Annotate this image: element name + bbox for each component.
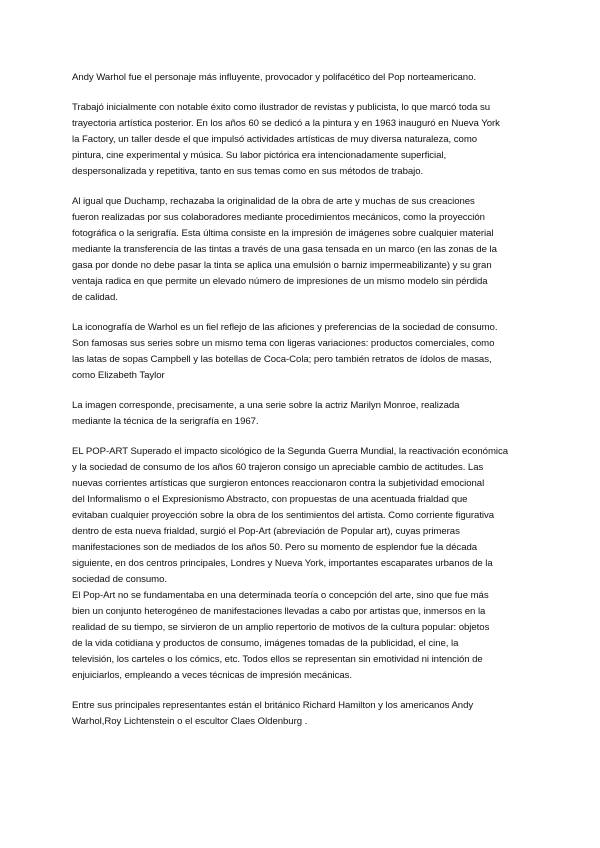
paragraph-pop-art	[72, 444, 542, 588]
paragraph-career	[72, 100, 542, 180]
text-line: bien un conjunto heterogéneo de manifestaciones llevadas a cabo por artistas que, inmersos en la	[72, 606, 486, 617]
text-line: televisión, los carteles o los cómics, etc. Todos ellos se representan sin emotividad ni intención de	[72, 654, 483, 665]
text-line: EL POP-ART Superado el impacto sicológico de la Segunda Guerra Mundial, la reactivación económica	[72, 446, 508, 457]
text-line: sociedad de consumo.	[72, 574, 167, 585]
text-line: del Informalismo o el Expresionismo Abstracto, con propuestas de una acentuada frialdad que	[72, 494, 468, 505]
text-line: gasa por donde no debe pasar la tinta se aplica una emulsión o barniz impermeabilizante) y su gran	[72, 260, 492, 271]
text-line: y la sociedad de consumo de los años 60 trajeron consigo un apreciable cambio de actitudes. Las	[72, 462, 484, 473]
text-line: nuevas corrientes artísticas que surgieron entonces reaccionaron contra la subjetividad emocional	[72, 478, 485, 489]
text-line: mediante la técnica de la serigrafía en 1967.	[72, 416, 259, 427]
text-line: fotográfica o la serigrafía. Esta última consiste en la impresión de imágenes sobre cualquier material	[72, 228, 494, 239]
text-line: mediante la transferencia de las tintas a través de una gasa tensada en un marco (en las zonas de la	[72, 244, 497, 255]
text-line: evitaban cualquier proyección sobre la obra de los sentimientos del artista. Como corriente figurativa	[72, 510, 495, 521]
text-line: El Pop-Art no se fundamentaba en una determinada teoría o concepción del arte, sino que fue más	[72, 590, 489, 601]
text-line: enjuiciarlos, empleando a veces técnicas de impresión mecánicas.	[72, 670, 352, 681]
text-line: Son famosas sus series sobre un mismo tema con ligeras variaciones: productos comerciales, como	[72, 338, 495, 349]
text-line: Andy Warhol fue el personaje más influyente, provocador y polifacético del Pop norteamericano.	[72, 72, 476, 83]
text-line: la Factory, un taller desde el que impulsó actividades artísticas de muy diversa naturaleza, como	[72, 134, 478, 145]
text-line: fueron realizadas por sus colaboradores mediante procedimientos mecánicos, como la proyección	[72, 212, 485, 223]
text-line: Al igual que Duchamp, rechazaba la originalidad de la obra de arte y muchas de sus creaciones	[72, 196, 475, 207]
text-line: La iconografía de Warhol es un fiel reflejo de las aficiones y preferencias de la sociedad de consumo.	[72, 322, 498, 333]
document-page	[72, 70, 542, 730]
text-line: despersonalizada y repetitiva, tanto en sus temas como en sus métodos de trabajo.	[72, 166, 424, 177]
text-line: Warhol,Roy Lichtenstein o el escultor Claes Oldenburg .	[72, 716, 308, 727]
text-line: Entre sus principales representantes están el británico Richard Hamilton y los americanos Andy	[72, 700, 474, 711]
text-line: como Elizabeth Taylor	[72, 370, 165, 381]
text-line: de la vida cotidiana y productos de consumo, imágenes tomadas de la publicidad, el cine, la	[72, 638, 459, 649]
paragraph-intro	[72, 70, 542, 86]
text-line: Trabajó inicialmente con notable éxito como ilustrador de revistas y publicista, lo que marcó toda su	[72, 102, 491, 113]
text-line: las latas de sopas Campbell y las botellas de Coca-Cola; pero también retratos de ídolos de masas,	[72, 354, 492, 365]
text-line: manifestaciones son de mediados de los años 50. Pero su momento de esplendor fue la década	[72, 542, 478, 553]
paragraph-marilyn	[72, 398, 542, 430]
text-line: realidad de su tiempo, se sirvieron de un amplio repertorio de motivos de la cultura popular: objetos	[72, 622, 490, 633]
text-line: trayectoria artística posterior. En los años 60 se dedicó a la pintura y en 1963 inauguró en Nueva York	[72, 118, 500, 129]
text-line: ventaja radica en que permite un elevado número de impresiones de un mismo modelo sin pérdida	[72, 276, 488, 287]
text-line: de calidad.	[72, 292, 118, 303]
text-line: siguiente, en dos centros principales, Londres y Nueva York, importantes escaparates urbanos de la	[72, 558, 493, 569]
paragraph-iconography	[72, 320, 542, 384]
text-line: pintura, cine experimental y música. Su labor pictórica era intencionadamente superficial,	[72, 150, 447, 161]
text-line: La imagen corresponde, precisamente, a una serie sobre la actriz Marilyn Monroe, realizada	[72, 400, 460, 411]
text-line: dentro de esta nueva frialdad, surgió el Pop-Art (abreviación de Popular art), cuyas primeras	[72, 526, 460, 537]
paragraph-representatives	[72, 698, 542, 730]
paragraph-pop-art-theory	[72, 588, 542, 684]
paragraph-duchamp	[72, 194, 542, 306]
